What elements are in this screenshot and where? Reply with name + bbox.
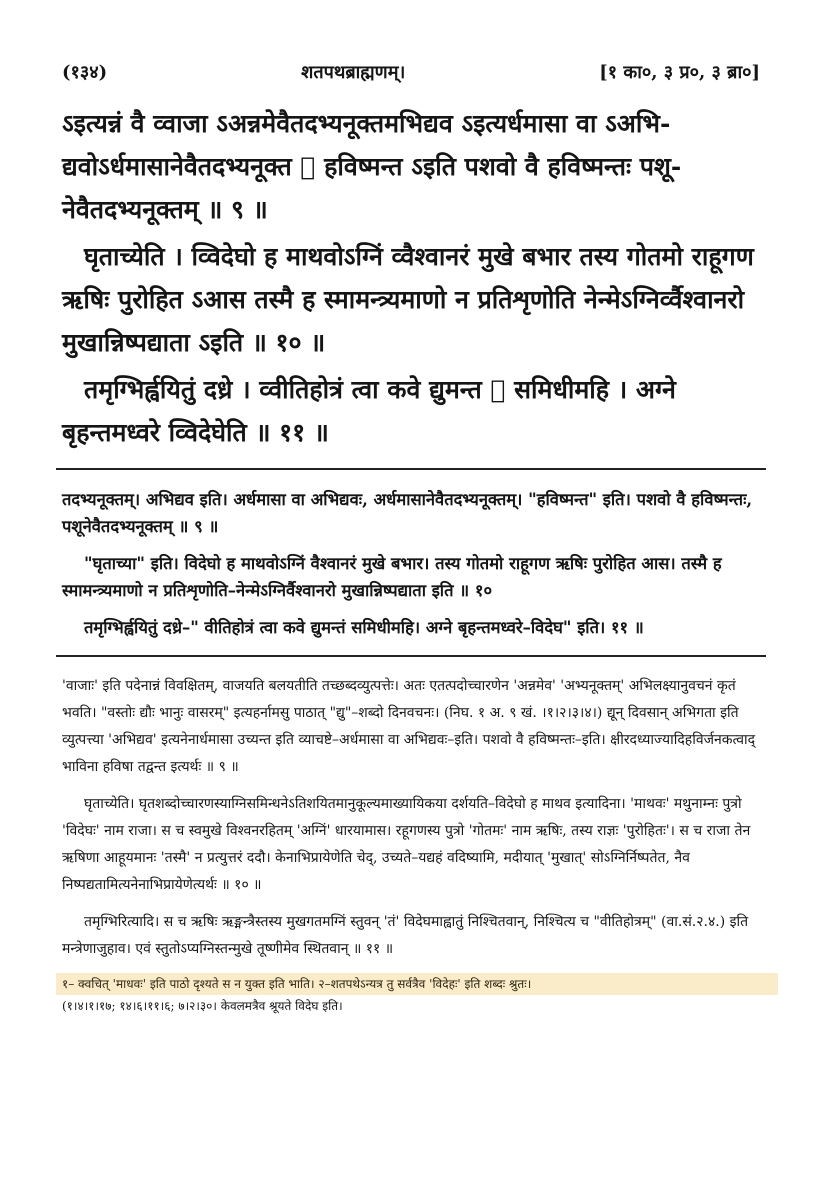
book-title: शतपथब्राह्मणम्। <box>301 62 406 83</box>
commentary-section <box>62 486 760 641</box>
running-header <box>62 60 760 96</box>
section-reference: [१ का०, ३ प्र०, ३ ब्रा०] <box>599 62 760 83</box>
gloss-9: 'वाजाः' इति पदेनान्नं विवक्षितम्, वाजयति बलयतीति तच्छब्दव्युत्पत्तेः। अतः एतत्पदोच्चारणेन 'अन्नमेव' 'अभ्यनूक्तम्' अभिलक्ष्यानुवचनं कृतं भवति। "वस्तोः द्यौः भानुः वासरम्" इत्यहर्नामसु पाठात् "द्यु"–शब्दो दिनवचनः। (निघ. १ अ. ९ खं. ।१।२।३।४।) द्यून् दिवसान् अभिगता इति व्युत्पत्त्या 'अभिद्यव' इत्यनेनार्धमासा उच्यन्त इति व्याचष्टे–अर्धमासा वा अभिद्यवः–इति। पशवो वै हविष्मन्तः–इति। क्षीरदध्याज्यादिहविर्जनकत्वाद् भाविना हविषा तद्वन्त इत्यर्थः ॥ ९ ॥ <box>62 678 756 775</box>
commentary-10: "घृताच्या" इति। विदेघो ह माथवोऽग्निं वैश्वानरं मुखे बभार। तस्य गोतमो राहूगण ऋषिः पुरोहित आस। तस्मै ह स्मामन्त्र्यमाणो न प्रतिशृणोति–नेन्मेऽग्निर्वैश्वानरो मुखान्निष्पद्याता इति ॥ १० <box>62 554 722 600</box>
footnote-highlighted: १– क्वचित् 'माधवः' इति पाठो दृश्यते स न युक्त इति भाति। २–शतपथेऽन्यत्र तु सर्वत्रैव 'विदेहः' इति शब्दः श्रुतः। <box>56 973 778 995</box>
page-number: (१३४) <box>62 62 108 83</box>
divider <box>56 655 766 657</box>
footnote-references: (१।४।१।१७; १४।६।११।६; ७।२।३०। केवलमत्रैव श्रूयते विदेघ इति। <box>62 999 343 1013</box>
gloss-11: तमृग्भिरित्यादि। स च ऋषिः ऋङ्मन्त्रैस्तस्य मुखगतमग्निं स्तुवन् 'तं' विदेघमाह्वातुं निश्चितवान्, निश्चित्य च "वीतिहोत्रम्" (वा.सं.२.४.) इति मन्त्रेणाजुहाव। एवं स्तुतोऽप्यग्निस्तन्मुखे तूष्णीमेव स्थितवान् ॥ ११ ॥ <box>62 914 749 957</box>
divider <box>56 468 766 470</box>
mantra-verse-9: ऽइत्यन्नं वै व्वाजा ऽअन्नमेवैतदभ्यनूक्तमभिद्यव ऽइत्यर्धमासा वा ऽअभि-द्यवोऽर्धमासानेवैतदभ्यनूक्त ᳡ हविष्मन्त ऽइति पशवो वै हविष्मन्तः पशू-नेवैतदभ्यनूक्तम् ॥ ९ ॥ <box>62 109 682 224</box>
gloss-section <box>62 673 760 963</box>
mantra-verse-11: तमृग्भिर्ह्वयितुं दध्रे । व्वीतिहोत्रं त्वा कवे द्युमन्त ᳡ समिधीमहि । अग्ने बृहन्तमध्वरे व्विदेघेति ॥ ११ ॥ <box>62 375 676 447</box>
gloss-10: घृताच्येति। घृतशब्दोच्चारणस्याग्निसमिन्धनेऽतिशयितमानुकूल्यमाख्यायिकया दर्शयति–विदेघो ह माथव इत्यादिना। 'माथवः' मथुनाम्नः पुत्रो 'विदेघः' नाम राजा। स च स्वमुखे विश्वनरहितम् 'अग्निं' धारयामास। रहूगणस्य पुत्रो 'गोतमः' नाम ऋषिः, तस्य राज्ञः 'पुरोहितः'। स च राजा तेन ऋषिणा आहूयमानः 'तस्मै' न प्रत्युत्तरं ददौ। केनाभिप्रायेणेति चेद्, उच्यते–यद्यहं वदिष्यामि, मदीयात् 'मुखात्' सोऽग्निर्निष्पतेत, नैव निष्पद्यतामित्यनेनाभिप्रायेणेत्यर्थः ॥ १० ॥ <box>62 796 751 893</box>
commentary-11: तमृग्भिर्ह्वयितुं दध्रे–" वीतिहोत्रं त्वा कवे द्युमन्तं समिधीमहि। अग्ने बृहन्तमध्वरे–विदेघ" इति। ११ ॥ <box>84 618 644 637</box>
mantra-verse-10: घृताच्येति । व्विदेघो ह माथवोऽग्निं व्वैश्वानरं मुखे बभार तस्य गोतमो राहूगण ऋषिः पुरोहित ऽआस तस्मै ह स्मामन्त्र्यमाणो न प्रतिशृणोति नेन्मेऽग्निर्व्वैश्वानरो मुखान्निष्पद्याता ऽइति ॥ १० ॥ <box>62 242 754 357</box>
mantra-text <box>62 102 760 454</box>
commentary-9: तदभ्यनूक्तम्। अभिद्यव इति। अर्धमासा वा अभिद्यवः, अर्धमासानेवैतदभ्यनूक्तम्। "हविष्मन्त" इति। पशवो वै हविष्मन्तः, पशूनेवैतदभ्यनूक्तम् ॥ ९ ॥ <box>62 490 753 536</box>
